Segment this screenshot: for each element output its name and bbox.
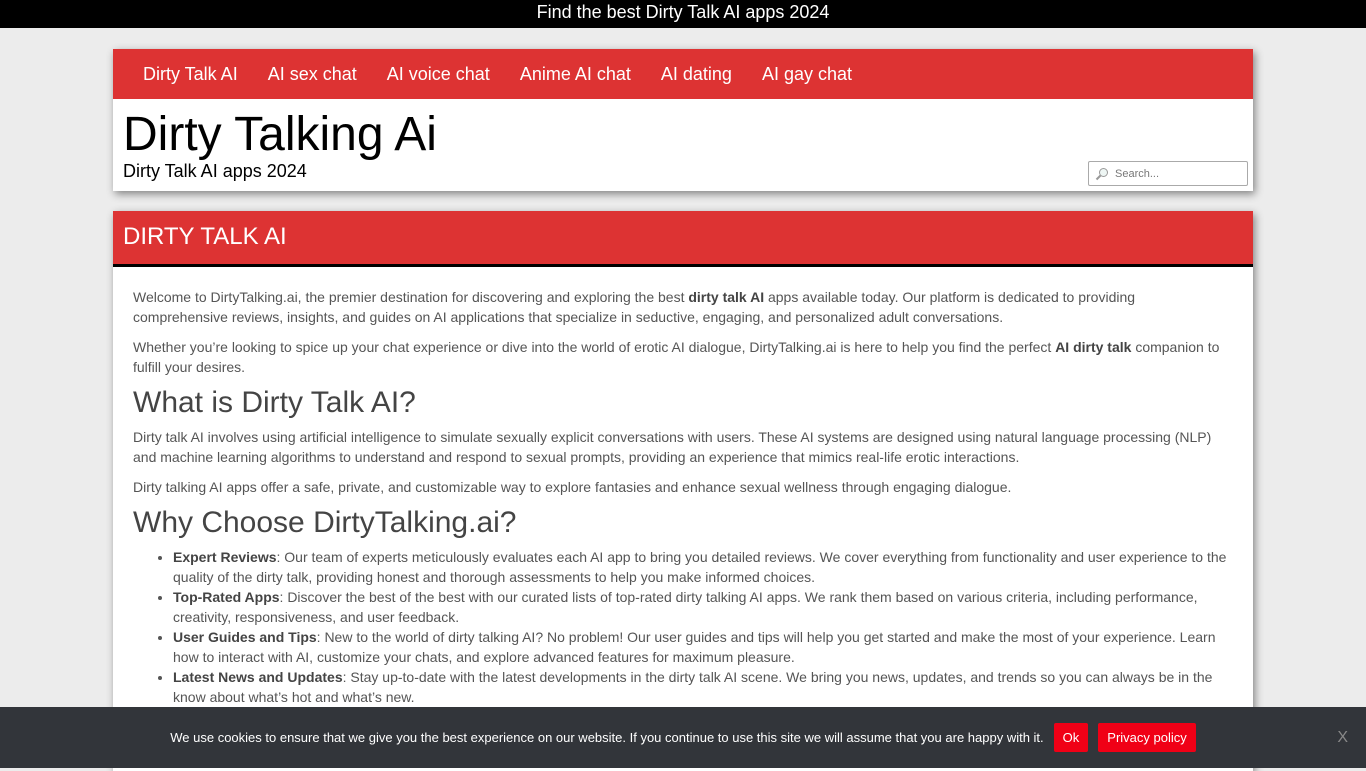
text: apps available today. Our platform is dedicated to providing comprehensive reviews, insights, and guides on AI applications that specialize in seductive, engaging, and personalized adult conversations. (133, 289, 1136, 325)
item-title: Top-Rated Apps (173, 589, 280, 605)
nav-ai-gay-chat[interactable]: AI gay chat (761, 64, 852, 84)
item-text: : New to the world of dirty talking AI? No problem! Our user guides and tips will help you get started and make the most of your experience. Learn how to interact with AI, customize your chats, and explore advanced features for maximum pleasure. (173, 629, 1216, 665)
list-item (173, 667, 1233, 707)
paragraph: Dirty talking AI apps offer a safe, private, and customizable way to explore fantasies and enhance sexual wellness through engaging dialogue. (133, 479, 1012, 495)
text: Welcome to DirtyTalking.ai, the premier destination for discovering and exploring the best (133, 289, 689, 305)
page-title: DIRTY TALK AI (113, 211, 1253, 267)
article-body (113, 267, 1253, 707)
cookie-text: We use cookies to ensure that we give you the best experience on our website. If you continue to use this site we will assume that you are happy with it. (170, 730, 1044, 745)
item-title: Expert Reviews (173, 549, 277, 565)
nav-ai-voice-chat[interactable]: AI voice chat (386, 64, 490, 84)
text: companion to fulfill your desires. (133, 339, 1220, 375)
item-title: User Guides and Tips (173, 629, 317, 645)
site-tagline: Dirty Talk AI apps 2024 (123, 161, 307, 181)
main-content (113, 211, 1253, 771)
bold-text: AI dirty talk (1055, 339, 1132, 355)
list-item (173, 627, 1233, 667)
nav-anime-ai-chat[interactable]: Anime AI chat (519, 64, 631, 84)
heading-what-is: What is Dirty Talk AI? (133, 386, 416, 419)
search-icon (1095, 167, 1109, 181)
paragraph (133, 337, 1233, 377)
nav-ai-sex-chat[interactable]: AI sex chat (267, 64, 357, 84)
top-banner: Find the best Dirty Talk AI apps 2024 (0, 0, 1366, 28)
nav-dirty-talk-ai[interactable]: Dirty Talk AI (143, 64, 238, 84)
list-item (173, 547, 1233, 587)
nav-ai-dating[interactable]: AI dating (660, 64, 732, 84)
item-title: Latest News and Updates (173, 669, 343, 685)
heading-why-choose: Why Choose DirtyTalking.ai? (133, 506, 517, 539)
intro-paragraph (133, 287, 1233, 327)
list-item (173, 587, 1233, 627)
item-text: : Discover the best of the best with our curated lists of top-rated dirty talking AI apps. We rank them based on various criteria, including performance, creativity, responsiveness, and user feedback. (173, 589, 1198, 625)
bold-text: dirty talk AI (688, 289, 765, 305)
cookie-ok-button[interactable]: Ok (1054, 723, 1089, 752)
branding (113, 99, 1253, 191)
privacy-policy-button[interactable]: Privacy policy (1098, 723, 1195, 752)
search-placeholder: Search... (1115, 167, 1160, 180)
cookie-banner (0, 707, 1366, 768)
item-text: : Stay up-to-date with the latest developments in the dirty talk AI scene. We bring you news, updates, and trends so you can always be in the know about what’s hot and what’s new. (173, 669, 1213, 705)
item-text: : Our team of experts meticulously evaluates each AI app to bring you detailed reviews. We cover everything from functionality and user experience to the quality of the dirty talk, providing honest and thorough assessments to help you make informed choices. (173, 549, 1227, 585)
main-nav (113, 49, 1253, 99)
close-icon[interactable]: X (1337, 728, 1348, 746)
site-header (113, 49, 1253, 191)
paragraph: Dirty talk AI involves using artificial intelligence to simulate sexually explicit conversations with users. These AI systems are designed using natural language processing (NLP) and machine learning algorithms to understand and respond to sexual prompts, providing an experience that mimics real-life erotic interactions. (133, 429, 1212, 465)
features-list (133, 547, 1233, 707)
text: Whether you’re looking to spice up your chat experience or dive into the world of erotic AI dialogue, DirtyTalking.ai is here to help you find the perfect (133, 339, 1056, 355)
site-title[interactable]: Dirty Talking Ai (123, 108, 437, 161)
search-input[interactable] (1088, 161, 1248, 186)
